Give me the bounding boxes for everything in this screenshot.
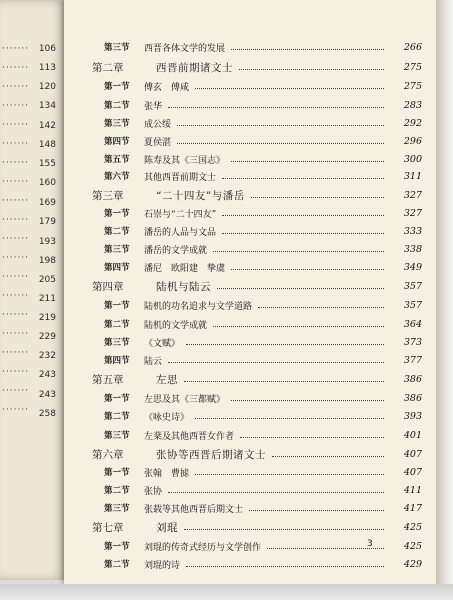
dot-leader: [186, 344, 384, 345]
dot-leader: [249, 510, 384, 511]
section-title: 张协: [144, 486, 163, 497]
left-dot-leader: ·······: [2, 101, 30, 111]
dot-leader: [184, 381, 384, 382]
toc-page-number: 411: [403, 484, 422, 496]
left-dot-leader: ·······: [2, 291, 30, 301]
section-number: 第一节: [104, 394, 130, 404]
toc-section-row: [64, 555, 436, 573]
left-dot-leader: ·······: [2, 215, 30, 225]
dot-leader: [240, 437, 384, 438]
toc-page-number: 407: [403, 466, 422, 478]
toc-section-row: [64, 499, 436, 517]
toc-page-number: 275: [403, 61, 422, 73]
section-number: 第三节: [104, 504, 130, 514]
toc-section-row: [64, 351, 436, 369]
toc-chapter-row: [64, 370, 436, 388]
section-number: 第二节: [104, 560, 130, 570]
dot-leader: [186, 566, 384, 567]
section-title: 夏侯湛: [144, 137, 172, 148]
toc-section-row: [64, 426, 436, 444]
dot-leader: [231, 269, 384, 270]
left-page-number: 243: [38, 390, 56, 400]
section-number: 第三节: [104, 119, 130, 129]
section-title: 刘琨的传奇式经历与文学创作: [144, 542, 262, 553]
left-dot-leader: ·······: [2, 139, 30, 149]
toc-chapter-row: [64, 186, 436, 204]
dot-leader: [168, 492, 384, 493]
section-title: 其他西晋前期文士: [144, 172, 217, 183]
section-title: 潘岳的人品与文品: [144, 227, 217, 238]
chapter-number: 第三章: [92, 189, 124, 202]
section-number: 第三节: [104, 431, 130, 441]
section-number: 第一节: [104, 468, 130, 478]
chapter-number: 第六章: [92, 448, 124, 461]
toc-section-row: [64, 150, 436, 168]
left-dot-leader: ·······: [2, 82, 30, 92]
section-number: 第二节: [104, 486, 130, 496]
toc-chapter-row: [64, 518, 436, 536]
toc-section-row: [64, 240, 436, 258]
dot-leader: [213, 251, 384, 252]
page-stack-edge: [436, 0, 453, 600]
dot-leader: [231, 49, 384, 50]
toc-page-number: 401: [403, 429, 422, 441]
left-dot-leader: ·······: [2, 253, 30, 263]
dot-leader: [231, 161, 384, 162]
section-number: 第四节: [104, 263, 130, 273]
section-number: 第六节: [104, 172, 130, 182]
section-title: 潘尼 欧阳建 挚虞: [144, 263, 226, 274]
section-number: 第三节: [104, 245, 130, 255]
toc-page-number: 311: [403, 170, 422, 182]
left-page-number: 205: [38, 275, 56, 285]
section-title: 陆机的功名追求与文学道路: [144, 301, 253, 312]
section-title: 成公绥: [144, 119, 172, 130]
toc-page-number: 338: [403, 243, 422, 255]
toc-page-number: 386: [403, 392, 422, 404]
section-title: 陆机的文学成就: [144, 320, 208, 331]
dot-leader: [184, 529, 384, 530]
left-page-number: 193: [38, 237, 56, 247]
toc-page-number: 349: [403, 261, 422, 273]
toc-section-row: [64, 38, 436, 56]
toc-page-number: 425: [403, 540, 422, 552]
toc-section-row: [64, 204, 436, 222]
toc-section-row: [64, 132, 436, 150]
toc-section-row: [64, 77, 436, 95]
left-page-number: 211: [38, 294, 56, 304]
toc-page-number: 327: [403, 189, 422, 201]
toc-section-row: [64, 296, 436, 314]
toc-page-number: 283: [403, 99, 422, 111]
toc-section-row: [64, 315, 436, 333]
section-title: 张翰 曹摅: [144, 468, 190, 479]
toc-page-number: 393: [403, 410, 422, 422]
left-page-number: 120: [38, 82, 56, 92]
section-number: 第一节: [104, 209, 130, 219]
toc-section-row: [64, 222, 436, 240]
chapter-number: 第四章: [92, 280, 124, 293]
chapter-number: 第二章: [92, 61, 124, 74]
toc-page-number: 327: [403, 207, 422, 219]
chapter-title: “二十四友”与潘岳: [156, 189, 245, 202]
toc-page-number: 266: [403, 41, 422, 53]
toc-section-row: [64, 114, 436, 132]
toc-page-number: 275: [403, 80, 422, 92]
chapter-title: 左思: [156, 373, 178, 386]
left-dot-leader: ·······: [2, 310, 30, 320]
section-title: 《文赋》: [144, 338, 181, 349]
dot-leader: [251, 197, 384, 198]
toc-section-row: [64, 96, 436, 114]
dot-leader: [168, 107, 384, 108]
toc-chapter-row: [64, 445, 436, 463]
section-number: 第二节: [104, 101, 130, 111]
chapter-number: 第七章: [92, 521, 124, 534]
toc-page-number: 417: [403, 502, 422, 514]
toc-page-number: 386: [403, 373, 422, 385]
toc-page-number: 429: [403, 558, 422, 570]
left-dot-leader: ·······: [2, 63, 30, 73]
left-dot-leader: ·······: [2, 405, 30, 415]
toc-chapter-row: [64, 58, 436, 76]
toc-page-number: 296: [403, 135, 422, 147]
section-title: 西晋各体文学的发展: [144, 43, 226, 54]
toc-section-row: [64, 407, 436, 425]
dot-leader: [195, 474, 384, 475]
section-title: 陈寿及其《三国志》: [144, 155, 226, 166]
section-number: 第一节: [104, 542, 130, 552]
section-title: 潘岳的文学成就: [144, 245, 208, 256]
section-title: 傅玄 傅咸: [144, 82, 190, 93]
toc-section-row: [64, 463, 436, 481]
toc-page-number: 357: [403, 280, 422, 292]
toc-page: [64, 0, 436, 584]
left-page-number: 258: [38, 409, 56, 419]
left-dot-leader: ·······: [2, 158, 30, 168]
left-dot-leader: ·······: [2, 329, 30, 339]
left-page-number: 155: [38, 159, 56, 169]
dot-leader: [258, 307, 384, 308]
section-title: 陆云: [144, 356, 163, 367]
left-dot-leader: ·······: [2, 272, 30, 282]
toc-chapter-row: [64, 277, 436, 295]
background-surface: [0, 584, 453, 600]
toc-section-row: [64, 258, 436, 276]
left-dot-leader: ·······: [2, 196, 30, 206]
chapter-title: 西晋前期诸文士: [156, 61, 233, 74]
section-number: 第二节: [104, 320, 130, 330]
toc-section-row: [64, 481, 436, 499]
section-number: 第二节: [104, 412, 130, 422]
section-number: 第四节: [104, 356, 130, 366]
left-page-number: 106: [38, 44, 56, 54]
section-number: 第三节: [104, 43, 130, 53]
left-page-number: 142: [38, 121, 56, 131]
dot-leader: [222, 178, 384, 179]
toc-section-row: [64, 333, 436, 351]
section-title: 左棻及其他西晋女作者: [144, 431, 235, 442]
dot-leader: [231, 400, 384, 401]
left-page-number: 179: [38, 217, 56, 227]
dot-leader: [217, 288, 384, 289]
section-number: 第二节: [104, 227, 130, 237]
left-page-number: 134: [38, 101, 56, 111]
section-title: 张华: [144, 101, 163, 112]
left-dot-leader: ·······: [2, 44, 30, 54]
dot-leader: [239, 69, 384, 70]
left-page-number: 169: [38, 198, 56, 208]
dot-leader: [222, 215, 384, 216]
left-dot-leader: ·······: [2, 348, 30, 358]
chapter-title: 陆机与陆云: [156, 280, 211, 293]
left-page-number: 229: [38, 332, 56, 342]
section-title: 左思及其《三都赋》: [144, 394, 226, 405]
toc-page-number: 333: [403, 225, 422, 237]
left-dot-leader: ·······: [2, 367, 30, 377]
dot-leader: [195, 88, 384, 89]
section-number: 第一节: [104, 82, 130, 92]
toc-section-row: [64, 167, 436, 185]
chapter-number: 第五章: [92, 373, 124, 386]
dot-leader: [177, 143, 384, 144]
dot-leader: [195, 418, 384, 419]
section-number: 第三节: [104, 338, 130, 348]
toc-page-number: 357: [403, 299, 422, 311]
dot-leader: [222, 233, 384, 234]
left-page-number: 148: [38, 140, 56, 150]
left-page-number: 113: [38, 63, 56, 73]
left-page-number: 243: [38, 370, 56, 380]
toc-page-number: 364: [403, 318, 422, 330]
section-title: 《咏史诗》: [144, 412, 190, 423]
page-number: 3: [367, 539, 373, 549]
toc-page-number: 373: [403, 336, 422, 348]
left-page-number: 160: [38, 178, 56, 188]
section-title: 刘琨的诗: [144, 560, 181, 571]
left-dot-leader: ·······: [2, 177, 30, 187]
chapter-title: 张协等西晋后期诸文士: [156, 448, 266, 461]
dot-leader: [272, 456, 384, 457]
toc-page-number: 407: [403, 448, 422, 460]
left-dot-leader: ·······: [2, 234, 30, 244]
dot-leader: [168, 362, 384, 363]
toc-page-number: 377: [403, 354, 422, 366]
section-title: 石崇与“二十四友”: [144, 209, 217, 220]
toc-section-row: [64, 389, 436, 407]
left-page-number: 232: [38, 351, 56, 361]
left-dot-leader: ·······: [2, 386, 30, 396]
dot-leader: [177, 125, 384, 126]
left-page-number: 198: [38, 256, 56, 266]
toc-page-number: 292: [403, 117, 422, 129]
chapter-title: 刘琨: [156, 521, 178, 534]
toc-section-row: [64, 537, 436, 555]
left-page-number: 219: [38, 313, 56, 323]
dot-leader: [213, 326, 384, 327]
toc-page-number: 300: [403, 153, 422, 165]
section-number: 第一节: [104, 301, 130, 311]
left-dot-leader: ·······: [2, 120, 30, 130]
section-number: 第四节: [104, 137, 130, 147]
section-number: 第五节: [104, 155, 130, 165]
section-title: 张载等其他西晋后期文士: [144, 504, 244, 515]
toc-page-number: 425: [403, 521, 422, 533]
left-page-edge: [0, 0, 66, 580]
